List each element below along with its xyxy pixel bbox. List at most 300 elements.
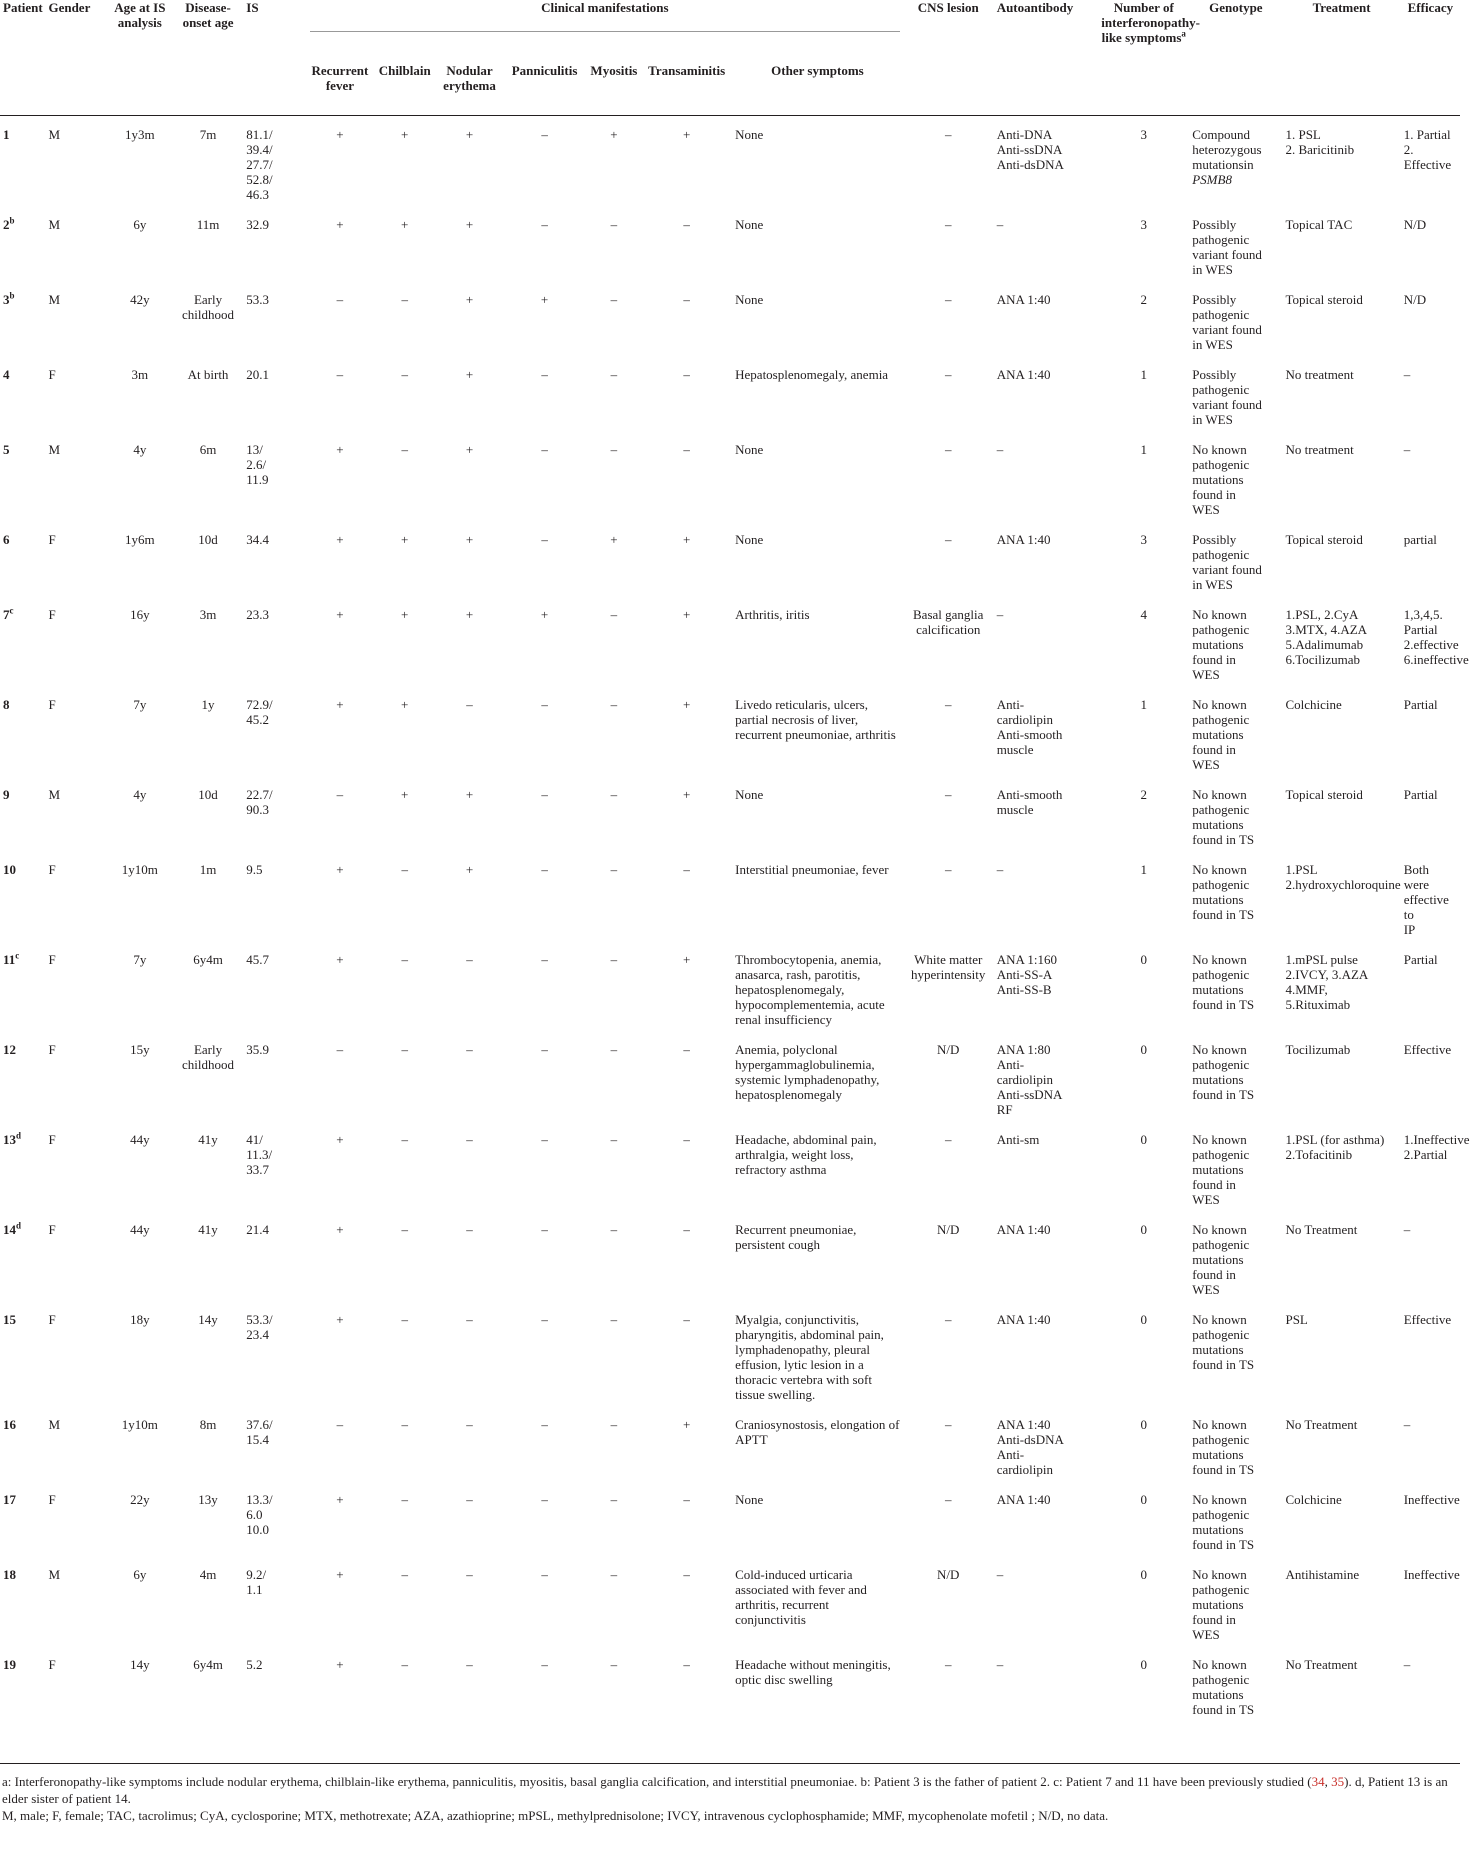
cell-chilblain <box>373 596 437 686</box>
cell-autoantibody <box>994 356 1099 431</box>
reference-link-34[interactable]: 34 <box>1311 1774 1325 1789</box>
cell-cns <box>903 1481 994 1556</box>
cell-gender-text: F <box>48 1492 56 1507</box>
cell-efficacy-line: 1. Partial <box>1403 127 1451 142</box>
header-patient: Patient <box>3 0 43 15</box>
cell-other-text: Headache without meningitis, optic disc swelling <box>735 1657 891 1687</box>
cell-onset <box>173 686 243 776</box>
cell-cns <box>903 1301 994 1406</box>
cell-is-line: 37.6/ <box>246 1417 273 1432</box>
footnote-text: a: Interferonopathy-like symptoms include nodular erythema, chilblain-like erythema, panniculitis, myositis, basal ganglia calcification, and interstitial pneumoniae. b: Patient 3 is the father of patient 2. c: Patient 7 and 11 have been previously studied ( <box>2 1774 1312 1789</box>
cell-fever-text: – <box>336 787 344 802</box>
cell-treatment <box>1282 521 1400 596</box>
cell-gender <box>45 521 106 596</box>
cell-panniculitis <box>503 206 587 281</box>
cell-genotype-line: Possibly <box>1192 217 1237 232</box>
table-row <box>0 1301 1460 1406</box>
cell-treatment-line: Topical steroid <box>1285 532 1363 547</box>
cell-genotype-line: mutations <box>1192 1072 1244 1087</box>
header-clinical-group <box>307 0 903 32</box>
cell-onset <box>173 941 243 1031</box>
cell-panniculitis <box>503 1556 587 1646</box>
cell-other-text: None <box>735 217 764 232</box>
cell-number-text: 1 <box>1140 367 1147 382</box>
header-chilblain: Chilblain <box>378 63 431 78</box>
cell-autoantibody-line: muscle <box>996 742 1034 757</box>
cell-autoantibody-line: Anti-ssDNA <box>996 1087 1063 1102</box>
cell-transaminitis <box>641 596 732 686</box>
cell-treatment <box>1282 1481 1400 1556</box>
table-row <box>0 356 1460 431</box>
cell-number <box>1098 281 1189 356</box>
cell-is-line: 72.9/ <box>246 697 273 712</box>
cell-patient <box>0 1406 45 1481</box>
cell-transaminitis <box>641 686 732 776</box>
cell-chilblain <box>373 1301 437 1406</box>
cell-genotype-line: PSMB8 <box>1192 172 1232 187</box>
header-clinical-group-label: Clinical manifestations <box>310 0 900 32</box>
cell-is-line: 22.7/ <box>246 787 273 802</box>
cell-genotype-line: pathogenic <box>1192 547 1250 562</box>
cell-patient <box>0 686 45 776</box>
cell-genotype-line: mutations <box>1192 1162 1244 1177</box>
cell-chilblain-text: – <box>401 1417 408 1432</box>
cell-fever-text: – <box>336 367 344 382</box>
cell-nodular <box>437 686 503 776</box>
cell-autoantibody-line: RF <box>996 1102 1013 1117</box>
cell-treatment-line: Topical steroid <box>1285 787 1363 802</box>
cell-fever <box>307 1301 373 1406</box>
cell-gender-text: F <box>48 532 56 547</box>
cell-treatment <box>1282 851 1400 941</box>
cell-efficacy-line: Partial <box>1403 622 1438 637</box>
cell-efficacy-line: – <box>1403 1222 1411 1237</box>
table-row <box>0 776 1460 851</box>
cell-age <box>107 776 173 851</box>
cell-other <box>732 1481 903 1556</box>
cell-nodular <box>437 941 503 1031</box>
cell-treatment <box>1282 1406 1400 1481</box>
header-number <box>1098 0 1200 116</box>
cell-transaminitis <box>641 1301 732 1406</box>
cell-is <box>243 206 307 281</box>
cell-other-text: Anemia, polyclonal hypergammaglobulinemia, systemic lymphadenopathy, hepatosplenomegaly <box>735 1042 880 1102</box>
cell-treatment-line: 1.PSL <box>1285 862 1318 877</box>
cell-age-text: 4y <box>133 442 147 457</box>
cell-nodular-text: + <box>465 787 474 802</box>
cell-number <box>1098 941 1189 1031</box>
cell-transaminitis-text: + <box>682 127 691 142</box>
cell-number <box>1098 431 1189 521</box>
cell-other <box>732 206 903 281</box>
cell-fever <box>307 431 373 521</box>
cell-onset-text: 41y <box>198 1222 218 1237</box>
cell-chilblain-text: + <box>401 217 409 232</box>
cell-chilblain <box>373 1211 437 1301</box>
cell-nodular-text: – <box>466 1042 473 1057</box>
table-row <box>0 1646 1460 1764</box>
cell-other-text: Recurrent pneumoniae, persistent cough <box>735 1222 857 1252</box>
cell-age-text: 7y <box>133 952 147 967</box>
cell-autoantibody-line: ANA 1:40 <box>996 532 1051 547</box>
cell-efficacy <box>1401 686 1460 776</box>
table-body <box>0 116 1470 1764</box>
cell-onset <box>173 356 243 431</box>
cell-fever <box>307 1481 373 1556</box>
cell-autoantibody-line: Anti-dsDNA <box>996 157 1064 172</box>
cell-treatment-line: Colchicine <box>1285 697 1342 712</box>
reference-separator: , <box>1324 1774 1332 1789</box>
cell-is-line: 46.3 <box>246 187 270 202</box>
cell-panniculitis-text: – <box>541 442 548 457</box>
cell-treatment-line: Colchicine <box>1285 1492 1342 1507</box>
cell-efficacy-line: 1,3,4,5. <box>1403 607 1443 622</box>
cell-onset <box>173 1031 243 1121</box>
cell-panniculitis-text: – <box>541 1222 548 1237</box>
cell-efficacy-line: IP <box>1403 922 1416 937</box>
header-other: Other symptoms <box>771 63 864 78</box>
cell-cns-text: – <box>944 532 952 547</box>
cell-genotype-line: pathogenic <box>1192 967 1250 982</box>
cell-patient-text: 4 <box>3 367 10 382</box>
cell-chilblain <box>373 1646 437 1764</box>
cell-cns-text: – <box>944 367 952 382</box>
cell-autoantibody <box>994 776 1099 851</box>
cell-myositis <box>587 776 642 851</box>
cell-chilblain <box>373 431 437 521</box>
cell-number-text: 0 <box>1140 1567 1147 1582</box>
reference-link-35[interactable]: 35 <box>1331 1774 1345 1789</box>
cell-is <box>243 431 307 521</box>
cell-nodular-text: – <box>466 1132 473 1147</box>
cell-panniculitis <box>503 431 587 521</box>
cell-nodular-text: – <box>466 1312 473 1327</box>
cell-is <box>243 596 307 686</box>
cell-chilblain <box>373 1031 437 1121</box>
cell-gender <box>45 1556 106 1646</box>
cell-transaminitis <box>641 1031 732 1121</box>
cell-fever-text: + <box>336 1567 344 1582</box>
cell-chilblain-text: – <box>401 1132 408 1147</box>
cell-efficacy <box>1401 356 1460 431</box>
cell-cns <box>903 281 994 356</box>
cell-genotype-line: mutations <box>1192 1447 1244 1462</box>
cell-efficacy-line: – <box>1403 367 1411 382</box>
cell-transaminitis <box>641 116 732 207</box>
cell-panniculitis <box>503 356 587 431</box>
cell-fever-text: + <box>336 217 344 232</box>
cell-genotype-line: WES <box>1192 1627 1220 1642</box>
cell-autoantibody-line: Anti-SS-B <box>996 982 1052 997</box>
cell-gender-text: F <box>48 697 56 712</box>
cell-age <box>107 1031 173 1121</box>
cell-myositis-text: – <box>610 952 618 967</box>
footnote-text-end: ). d, Patient 13 is an elder sister of patient 14. <box>2 1774 1448 1806</box>
cell-gender-text: F <box>48 1132 56 1147</box>
cell-cns-text: – <box>944 1657 952 1672</box>
cell-cns <box>903 116 994 207</box>
cell-autoantibody <box>994 1211 1099 1301</box>
cell-onset-text: 11m <box>196 217 220 232</box>
table-row <box>0 1121 1460 1211</box>
cell-genotype-line: mutationsin <box>1192 157 1254 172</box>
cell-other <box>732 851 903 941</box>
cell-genotype-line: found in <box>1192 1177 1236 1192</box>
cell-genotype-line: Possibly <box>1192 532 1237 547</box>
cell-chilblain-text: + <box>401 127 409 142</box>
cell-treatment <box>1282 1121 1400 1211</box>
cell-fever-text: + <box>336 532 344 547</box>
cell-treatment-line: 5.Adalimumab <box>1285 637 1364 652</box>
patient-footnote-mark: d <box>16 1220 22 1231</box>
cell-nodular-text: – <box>466 1222 473 1237</box>
cell-treatment-line: Topical steroid <box>1285 292 1363 307</box>
cell-panniculitis-text: – <box>541 1567 548 1582</box>
cell-nodular <box>437 116 503 207</box>
cell-other <box>732 281 903 356</box>
cell-panniculitis-text: + <box>540 292 549 307</box>
cell-autoantibody-line: ANA 1:40 <box>996 1492 1051 1507</box>
cell-transaminitis-text: + <box>682 697 691 712</box>
cell-other <box>732 941 903 1031</box>
cell-genotype <box>1189 1121 1282 1211</box>
header-number-label: Number of interferonopathy-like symptoms <box>1101 0 1200 45</box>
cell-age-text: 1y6m <box>125 532 155 547</box>
cell-other <box>732 521 903 596</box>
patient-footnote-mark: b <box>9 215 15 226</box>
cell-fever-text: + <box>336 862 344 877</box>
cell-patient-text: 19 <box>3 1657 16 1672</box>
cell-chilblain-text: – <box>401 442 408 457</box>
cell-number-text: 1 <box>1140 442 1147 457</box>
cell-patient <box>0 776 45 851</box>
cell-myositis <box>587 356 642 431</box>
cell-number <box>1098 776 1189 851</box>
cell-fever <box>307 1406 373 1481</box>
table-row <box>0 521 1460 596</box>
cell-panniculitis <box>503 1121 587 1211</box>
cell-is-line: 45.7 <box>246 952 270 967</box>
cell-is-line: 9.5 <box>246 862 263 877</box>
cell-panniculitis <box>503 776 587 851</box>
cell-panniculitis-text: – <box>541 1042 548 1057</box>
cell-efficacy <box>1401 1121 1470 1211</box>
cell-efficacy-line: partial <box>1403 532 1437 547</box>
cell-efficacy <box>1401 431 1460 521</box>
header-onset: Disease-onset age <box>182 0 234 30</box>
cell-gender <box>45 686 106 776</box>
cell-myositis <box>587 1646 642 1764</box>
cell-treatment-line: 2.Tofacitinib <box>1285 1147 1353 1162</box>
cell-autoantibody <box>994 431 1099 521</box>
cell-genotype-line: in WES <box>1192 577 1233 592</box>
cell-onset <box>173 596 243 686</box>
cell-is-line: 1.1 <box>246 1582 263 1597</box>
cell-onset-text: 14y <box>198 1312 218 1327</box>
cell-nodular-text: – <box>466 1657 473 1672</box>
cell-fever-text: + <box>336 1492 344 1507</box>
cell-chilblain <box>373 941 437 1031</box>
cell-genotype-line: pathogenic <box>1192 712 1250 727</box>
cell-is <box>243 941 307 1031</box>
cell-is-line: 45.2 <box>246 712 270 727</box>
header-nodular: Nodular erythema <box>443 63 496 93</box>
cell-myositis-text: – <box>610 697 618 712</box>
cell-myositis <box>587 1481 642 1556</box>
patient-footnote-mark: b <box>9 290 15 301</box>
cell-panniculitis-text: – <box>541 862 548 877</box>
cell-other <box>732 1556 903 1646</box>
cell-other-text: None <box>735 1492 764 1507</box>
cell-number-text: 0 <box>1140 1042 1147 1057</box>
cell-age <box>107 356 173 431</box>
cell-efficacy-line: 6.ineffective <box>1403 652 1469 667</box>
cell-genotype-line: No known <box>1192 442 1247 457</box>
cell-efficacy <box>1401 941 1460 1031</box>
cell-autoantibody <box>994 1121 1099 1211</box>
cell-chilblain <box>373 776 437 851</box>
cell-fever-text: – <box>336 1042 344 1057</box>
cell-autoantibody-line: – <box>996 442 1004 457</box>
cell-onset-text: 41y <box>198 1132 218 1147</box>
cell-panniculitis <box>503 851 587 941</box>
cell-genotype <box>1189 281 1282 356</box>
cell-fever-text: – <box>336 292 344 307</box>
cell-transaminitis <box>641 851 732 941</box>
cell-cns <box>903 686 994 776</box>
cell-treatment-line: 6.Tocilizumab <box>1285 652 1361 667</box>
cell-efficacy <box>1401 116 1460 207</box>
cell-onset-text: Early childhood <box>182 1042 235 1072</box>
cell-other-text: Headache, abdominal pain, arthralgia, weight loss, refractory asthma <box>735 1132 877 1177</box>
cell-autoantibody-line: ANA 1:40 <box>996 1417 1051 1432</box>
cell-genotype-line: No known <box>1192 862 1247 877</box>
table-row <box>0 1481 1460 1556</box>
cell-treatment-line: Antihistamine <box>1285 1567 1360 1582</box>
cell-is <box>243 116 307 207</box>
cell-other <box>732 1211 903 1301</box>
cell-is <box>243 851 307 941</box>
table-row <box>0 1556 1460 1646</box>
cell-other <box>732 356 903 431</box>
cell-fever-text: + <box>336 1222 344 1237</box>
cell-panniculitis-text: + <box>540 607 549 622</box>
cell-onset-text: 6y4m <box>193 952 223 967</box>
header-myositis: Myositis <box>590 63 638 78</box>
cell-cns-text: – <box>944 127 952 142</box>
cell-gender <box>45 116 106 207</box>
cell-autoantibody-line: Anti-SS-A <box>996 967 1053 982</box>
cell-treatment-line: No Treatment <box>1285 1222 1358 1237</box>
cell-autoantibody-line: Anti- <box>996 1057 1025 1072</box>
cell-fever <box>307 686 373 776</box>
cell-number-text: 3 <box>1140 532 1147 547</box>
cell-myositis-text: – <box>610 1492 618 1507</box>
cell-treatment <box>1282 206 1400 281</box>
cell-onset-text: 6y4m <box>193 1657 223 1672</box>
cell-number-text: 0 <box>1140 1492 1147 1507</box>
cell-age-text: 6y <box>133 217 147 232</box>
cell-chilblain-text: + <box>401 787 409 802</box>
cell-treatment <box>1282 356 1400 431</box>
cell-is-line: 9.2/ <box>246 1567 267 1582</box>
cell-autoantibody-line: ANA 1:40 <box>996 1312 1051 1327</box>
cell-gender-text: F <box>48 367 56 382</box>
cell-transaminitis-text: + <box>682 532 691 547</box>
cell-is-line: 11.3/ <box>246 1147 273 1162</box>
cell-efficacy-line: Effective <box>1403 1042 1452 1057</box>
cell-transaminitis-text: + <box>682 1417 691 1432</box>
cell-patient <box>0 851 45 941</box>
cell-other <box>732 686 903 776</box>
cell-other-text: None <box>735 787 764 802</box>
cell-transaminitis <box>641 1211 732 1301</box>
cell-chilblain-text: + <box>401 532 409 547</box>
cell-myositis-text: – <box>610 1312 618 1327</box>
cell-genotype-line: No known <box>1192 787 1247 802</box>
cell-age <box>107 281 173 356</box>
cell-genotype <box>1189 1301 1282 1406</box>
cell-onset-text: 7m <box>199 127 217 142</box>
cell-treatment-line: 4.MMF, <box>1285 982 1328 997</box>
cell-patient <box>0 1646 45 1764</box>
cell-efficacy <box>1401 851 1460 941</box>
cell-genotype-line: WES <box>1192 757 1220 772</box>
cell-genotype <box>1189 206 1282 281</box>
cell-age-text: 7y <box>133 697 147 712</box>
cell-age <box>107 596 173 686</box>
cell-cns <box>903 1211 994 1301</box>
cell-panniculitis <box>503 116 587 207</box>
cell-fever-text: + <box>336 127 344 142</box>
cell-transaminitis <box>641 1406 732 1481</box>
cell-autoantibody-line: Anti-DNA <box>996 127 1053 142</box>
cell-chilblain-text: – <box>401 862 408 877</box>
cell-onset-text: 10d <box>198 532 218 547</box>
cell-myositis <box>587 206 642 281</box>
cell-transaminitis-text: – <box>683 367 690 382</box>
cell-treatment-line: 2.IVCY, 3.AZA <box>1285 967 1369 982</box>
cell-age <box>107 941 173 1031</box>
cell-panniculitis <box>503 1211 587 1301</box>
cell-fever <box>307 941 373 1031</box>
cell-patient-text: 6 <box>3 532 10 547</box>
cell-myositis <box>587 941 642 1031</box>
cell-genotype-line: found in TS <box>1192 907 1255 922</box>
cell-fever <box>307 1211 373 1301</box>
cell-genotype <box>1189 596 1282 686</box>
cell-patient <box>0 206 45 281</box>
cell-onset <box>173 1481 243 1556</box>
cell-age-text: 16y <box>130 607 150 622</box>
cell-panniculitis-text: – <box>541 952 548 967</box>
cell-treatment <box>1282 686 1400 776</box>
cell-autoantibody <box>994 1556 1099 1646</box>
cell-nodular <box>437 776 503 851</box>
cell-myositis <box>587 596 642 686</box>
cell-number <box>1098 116 1189 207</box>
cell-transaminitis-text: – <box>683 1492 690 1507</box>
cell-other <box>732 596 903 686</box>
cell-genotype-line: Possibly <box>1192 292 1237 307</box>
table-row <box>0 1031 1460 1121</box>
cell-is-line: 81.1/ <box>246 127 273 142</box>
cell-number <box>1098 1406 1189 1481</box>
cell-cns-text: – <box>944 1417 952 1432</box>
cell-cns <box>903 431 994 521</box>
cell-chilblain-text: – <box>401 952 408 967</box>
cell-panniculitis-text: – <box>541 532 548 547</box>
